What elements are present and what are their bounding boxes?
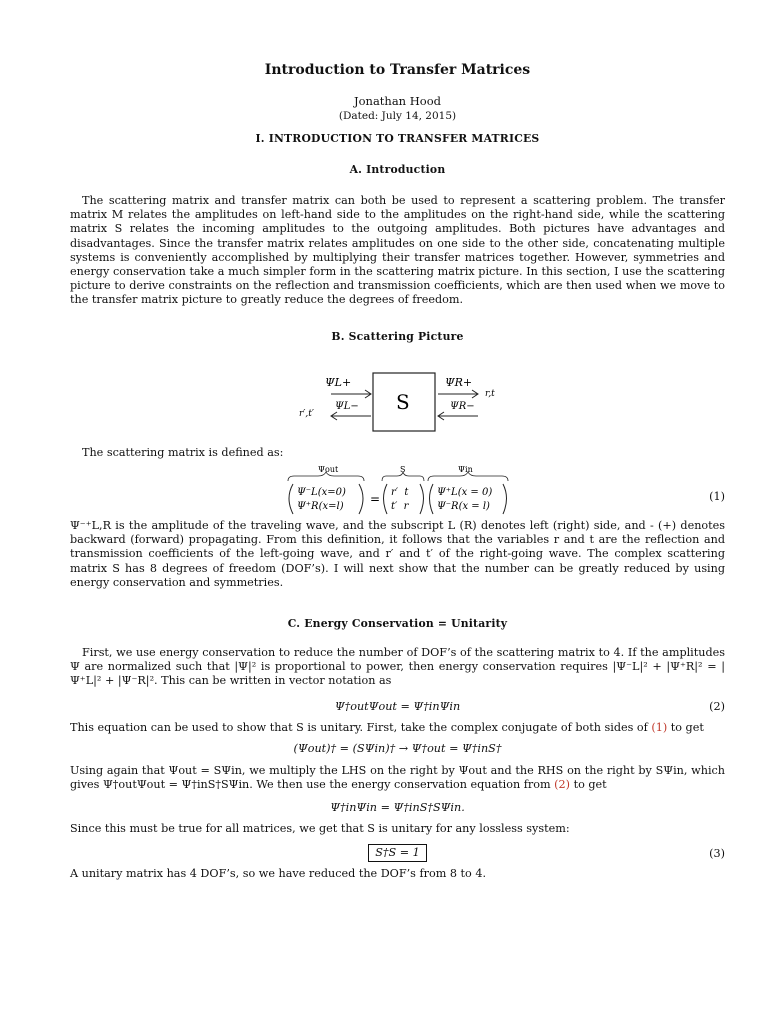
paper-date: (Dated: July 14, 2015) [338,110,457,122]
psi-l-minus-label: ΨL− [335,401,359,412]
section-heading-1a: A. Introduction [349,163,446,176]
equation-2-body: Ψ†outΨout = Ψ†inΨin [334,700,461,713]
left-paren-s [384,484,388,514]
equals-sign: = [370,492,381,506]
psi-r-minus-label: ΨR− [450,401,475,412]
left-paren-in [430,484,434,514]
psi-r-plus-label: ΨR+ [445,376,473,389]
left-paren-out [289,484,293,514]
energy-equation-2: Ψ†inΨin = Ψ†inS†SΨin. [330,801,465,814]
using-again-text: Using again that Ψout = SΨin, we multiply the LHS on the right by Ψout and the RHS on the right by SΨin, which gives Ψ†outΨout = Ψ†inS†SΨin. We then use the energy conservation equation from [70,764,725,792]
label-psi-out: Ψout [318,465,339,474]
right-incoming-arrow [438,412,478,420]
paper-author: Jonathan Hood [354,94,441,108]
scattering-figure [295,366,585,436]
section-heading-1b: B. Scattering Picture [331,330,464,343]
psi-out-top: Ψ⁻L(x=0) [297,487,346,498]
equation-3-number: (3) [709,847,725,860]
energy-conservation-paragraph: First, we use energy conservation to reduce the number of DOF’s of the scattering matrix to 4. If the amplitudes Ψ are normalized such that |Ψ|² is proportional to power, then energy conservation requires |Ψ⁻L|² + |Ψ⁺R|² = |Ψ⁺L|² + |Ψ⁻R|². This can be written in vector notation as [70,646,725,688]
psi-l-plus-label: ΨL+ [325,376,352,389]
psi-out-bottom: Ψ⁺R(x=l) [297,501,344,512]
left-coefficients-label: r′,t′ [299,409,314,419]
paper-title: Introduction to Transfer Matrices [264,62,531,78]
right-paren-out [359,484,363,514]
unitary-intro-text: This equation can be used to show that S is unitary. First, take the complex conjugate of both sides of [70,721,652,734]
equation-3-boxed: S†S = 1 [368,844,427,862]
s-matrix-bottom: t′ r [391,501,409,512]
equation-3 [70,844,725,862]
scattering-box-label: S [396,390,410,414]
right-paren-s [420,484,424,514]
equation-2-reference-link[interactable]: (2) [554,778,571,792]
right-outgoing-arrow [438,390,478,398]
equation-1 [280,462,520,520]
right-paren-in [503,484,507,514]
conjugate-equation: (Ψout)† = (SΨin)† → Ψ†out = Ψ†inS† [293,742,502,755]
left-outgoing-arrow [331,412,371,420]
psi-in-bottom: Ψ⁻R(x = l) [437,501,490,512]
unitary-intro-paragraph [70,721,725,735]
section-heading-1: I. INTRODUCTION TO TRANSFER MATRICES [255,132,540,145]
equation-2 [70,700,725,714]
defined-as-text: The scattering matrix is defined as: [82,446,284,459]
using-again-paragraph [70,764,725,792]
equation-1-number: (1) [709,490,725,503]
psi-definition-paragraph: Ψ⁻⁺L,R is the amplitude of the traveling wave, and the subscript L (R) denotes left (right) side, and - (+) denotes backward (forward) propagating. From this definition, it follows that the variables r and t are the reflection and transmission coefficients of the left-going wave, and r′ and t′ of the right-going wave. The complex scattering matrix S has 8 degrees of freedom (DOF’s). I will next show that the number can be greatly reduced by using energy conservation and symmetries. [70,519,725,589]
right-coefficients-label: r,t [485,389,495,399]
psi-in-top: Ψ⁺L(x = 0) [437,487,493,498]
label-psi-in: Ψin [458,465,473,474]
intro-paragraph: The scattering matrix and transfer matrix can both be used to represent a scattering problem. The transfer matrix M relates the amplitudes on left-hand side to the amplitudes on the right-hand side, while the scattering matrix S relates the incoming amplitudes to the outgoing amplitudes. Both pictures have advantages and disadvantages. Since the transfer matrix relates amplitudes on one side to the other side, concatenating multiple systems is conveniently accomplished by multiplying their transfer matrices together. However, symmetries and energy conservation take a much simpler form in the scattering matrix picture. In this section, I use the scattering picture to derive constraints on the reflection and transmission coefficients, which are then used when we move to the transfer matrix picture to greatly reduce the degrees of freedom. [70,194,725,307]
equation-1-reference-link[interactable]: (1) [651,721,668,734]
left-incoming-arrow [331,390,371,398]
unitary-intro-tail: to get [667,721,704,734]
since-paragraph: Since this must be true for all matrices, we get that S is unitary for any lossless system: [70,822,570,835]
section-heading-1c: C. Energy Conservation = Unitarity [287,617,508,630]
equation-2-number: (2) [709,700,725,713]
using-again-tail: to get [570,778,607,792]
s-matrix-top: r′ t [391,487,409,498]
label-s: S [400,465,406,474]
final-paragraph: A unitary matrix has 4 DOF’s, so we have reduced the DOF’s from 8 to 4. [70,867,486,880]
